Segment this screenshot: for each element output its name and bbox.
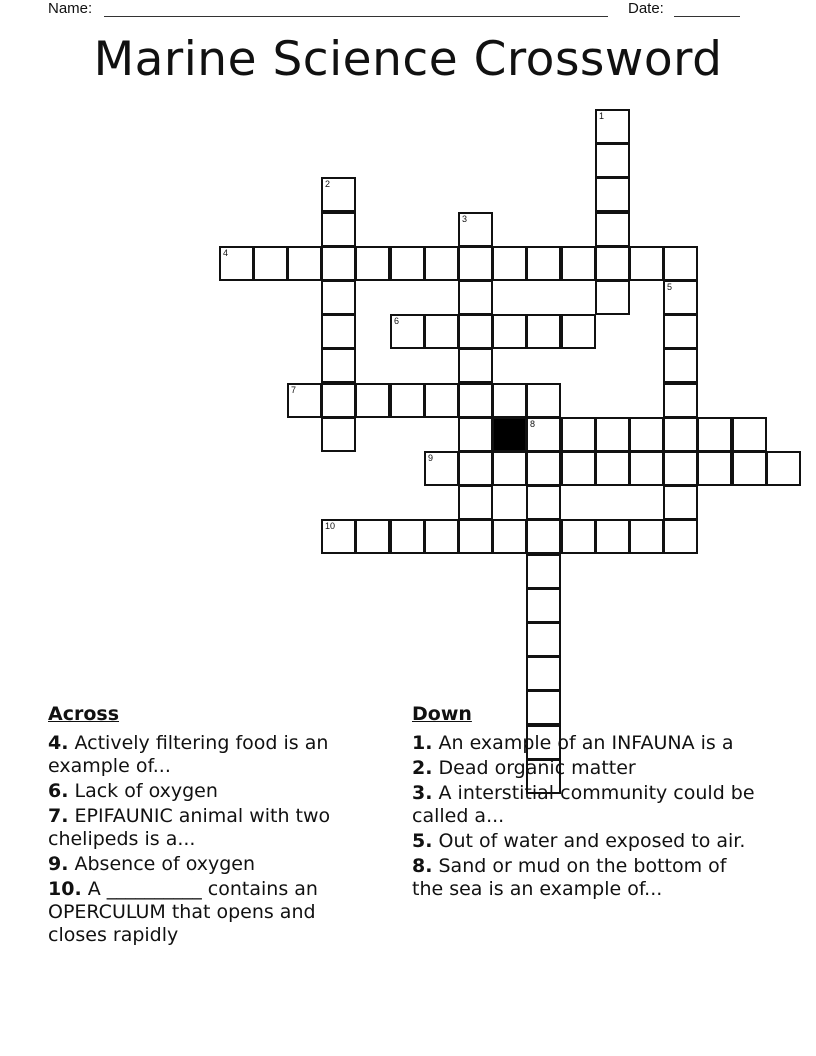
grid-cell[interactable] xyxy=(526,383,561,418)
grid-cell[interactable] xyxy=(561,519,596,554)
clue-text: Lack of oxygen xyxy=(74,780,218,802)
black-cell xyxy=(492,417,527,452)
clue-number: 3. xyxy=(412,782,433,804)
clue-text: A __________ contains an OPERCULUM that opens and closes rapidly xyxy=(48,878,318,946)
grid-cell[interactable] xyxy=(663,246,698,281)
grid-cell[interactable] xyxy=(561,451,596,486)
grid-cell[interactable] xyxy=(732,451,767,486)
clue-number: 8. xyxy=(412,855,433,877)
across-clue xyxy=(48,732,378,778)
grid-cell[interactable] xyxy=(390,519,425,554)
grid-cell[interactable] xyxy=(458,519,493,554)
grid-cell[interactable] xyxy=(321,348,356,383)
grid-cell[interactable] xyxy=(526,314,561,349)
down-clue xyxy=(412,782,762,828)
grid-cell[interactable] xyxy=(390,314,425,349)
grid-cell[interactable] xyxy=(732,417,767,452)
across-clue xyxy=(48,805,378,851)
grid-cell[interactable] xyxy=(321,519,356,554)
grid-cell[interactable] xyxy=(663,451,698,486)
across-clue xyxy=(48,780,378,803)
grid-cell[interactable] xyxy=(561,314,596,349)
clue-number-label: 10 xyxy=(325,521,336,531)
clue-number-label: 6 xyxy=(394,316,400,326)
grid-cell[interactable] xyxy=(355,246,390,281)
grid-cell[interactable] xyxy=(595,212,630,247)
clue-text: EPIFAUNIC animal with two chelipeds is a... xyxy=(48,805,331,850)
grid-cell[interactable] xyxy=(561,246,596,281)
grid-cell[interactable] xyxy=(595,519,630,554)
clue-number: 1. xyxy=(412,732,433,754)
grid-cell[interactable] xyxy=(595,109,630,144)
grid-cell[interactable] xyxy=(321,280,356,315)
grid-cell[interactable] xyxy=(458,383,493,418)
grid-cell[interactable] xyxy=(458,417,493,452)
clue-number-label: 5 xyxy=(667,282,673,292)
clue-number-label: 3 xyxy=(462,214,468,224)
grid-cell[interactable] xyxy=(595,143,630,178)
grid-cell[interactable] xyxy=(663,280,698,315)
across-clues xyxy=(48,703,378,949)
grid-cell[interactable] xyxy=(526,451,561,486)
grid-cell[interactable] xyxy=(492,246,527,281)
clue-number-label: 2 xyxy=(325,179,331,189)
grid-cell[interactable] xyxy=(595,177,630,212)
grid-cell[interactable] xyxy=(492,519,527,554)
grid-cell[interactable] xyxy=(595,417,630,452)
grid-cell[interactable] xyxy=(697,451,732,486)
down-clue xyxy=(412,757,762,780)
clue-number: 2. xyxy=(412,757,433,779)
grid-cell[interactable] xyxy=(458,485,493,520)
name-label: Name: xyxy=(48,0,93,17)
clue-text: An example of an INFAUNA is a xyxy=(438,732,734,754)
date-label: Date: xyxy=(628,0,664,17)
clue-text: A interstitial community could be called a... xyxy=(412,782,755,827)
grid-cell[interactable] xyxy=(390,246,425,281)
grid-cell[interactable] xyxy=(424,519,459,554)
grid-cell[interactable] xyxy=(321,212,356,247)
grid-cell[interactable] xyxy=(287,383,322,418)
grid-cell[interactable] xyxy=(526,656,561,691)
clue-number: 4. xyxy=(48,732,69,754)
grid-cell[interactable] xyxy=(355,519,390,554)
grid-cell[interactable] xyxy=(424,314,459,349)
grid-cell[interactable] xyxy=(629,246,664,281)
grid-cell[interactable] xyxy=(321,246,356,281)
grid-cell[interactable] xyxy=(321,417,356,452)
grid-cell[interactable] xyxy=(526,519,561,554)
grid-cell[interactable] xyxy=(697,417,732,452)
grid-cell[interactable] xyxy=(321,177,356,212)
across-clue xyxy=(48,853,378,876)
grid-cell[interactable] xyxy=(458,348,493,383)
clue-number-label: 4 xyxy=(223,248,229,258)
down-clue xyxy=(412,732,762,755)
grid-cell[interactable] xyxy=(458,451,493,486)
grid-cell[interactable] xyxy=(321,383,356,418)
grid-cell[interactable] xyxy=(663,314,698,349)
clue-text: Sand or mud on the bottom of the sea is an example of... xyxy=(412,855,727,900)
grid-cell[interactable] xyxy=(595,246,630,281)
grid-cell[interactable] xyxy=(663,485,698,520)
grid-cell[interactable] xyxy=(355,383,390,418)
grid-cell[interactable] xyxy=(321,314,356,349)
grid-cell[interactable] xyxy=(595,280,630,315)
clue-text: Out of water and exposed to air. xyxy=(438,830,746,852)
clue-number: 5. xyxy=(412,830,433,852)
clue-number-label: 7 xyxy=(291,385,297,395)
grid-cell[interactable] xyxy=(629,417,664,452)
grid-cell[interactable] xyxy=(526,588,561,623)
grid-cell[interactable] xyxy=(663,417,698,452)
down-clue xyxy=(412,830,762,853)
grid-cell[interactable] xyxy=(492,451,527,486)
grid-cell[interactable] xyxy=(492,383,527,418)
clue-text: Absence of oxygen xyxy=(74,853,256,875)
grid-cell[interactable] xyxy=(663,519,698,554)
page-title: Marine Science Crossword xyxy=(93,32,723,87)
grid-cell[interactable] xyxy=(458,212,493,247)
grid-cell[interactable] xyxy=(663,348,698,383)
grid-cell[interactable] xyxy=(663,383,698,418)
grid-cell[interactable] xyxy=(526,485,561,520)
down-heading: Down xyxy=(412,703,472,725)
grid-cell[interactable] xyxy=(595,451,630,486)
grid-cell[interactable] xyxy=(629,519,664,554)
grid-cell[interactable] xyxy=(458,246,493,281)
clue-number: 6. xyxy=(48,780,69,802)
clue-number: 10. xyxy=(48,878,82,900)
clue-number: 7. xyxy=(48,805,69,827)
grid-cell[interactable] xyxy=(390,383,425,418)
grid-cell[interactable] xyxy=(287,246,322,281)
across-heading: Across xyxy=(48,703,120,725)
grid-cell[interactable] xyxy=(219,246,254,281)
grid-cell[interactable] xyxy=(424,451,459,486)
grid-cell[interactable] xyxy=(492,314,527,349)
grid-cell[interactable] xyxy=(424,246,459,281)
grid-cell[interactable] xyxy=(424,383,459,418)
clue-number: 9. xyxy=(48,853,69,875)
across-clue xyxy=(48,878,378,947)
grid-cell[interactable] xyxy=(526,622,561,657)
grid-cell[interactable] xyxy=(526,246,561,281)
grid-cell[interactable] xyxy=(561,417,596,452)
clue-text: Actively filtering food is an example of... xyxy=(48,732,329,777)
clue-number-label: 9 xyxy=(428,453,434,463)
grid-cell[interactable] xyxy=(629,451,664,486)
grid-cell[interactable] xyxy=(458,314,493,349)
grid-cell[interactable] xyxy=(766,451,801,486)
down-clue xyxy=(412,855,762,901)
grid-cell[interactable] xyxy=(526,417,561,452)
clue-number-label: 1 xyxy=(599,111,605,121)
down-clues xyxy=(412,703,762,903)
clue-number-label: 8 xyxy=(530,419,536,429)
grid-cell[interactable] xyxy=(253,246,288,281)
grid-cell[interactable] xyxy=(458,280,493,315)
grid-cell[interactable] xyxy=(526,554,561,589)
clue-text: Dead organic matter xyxy=(438,757,636,779)
